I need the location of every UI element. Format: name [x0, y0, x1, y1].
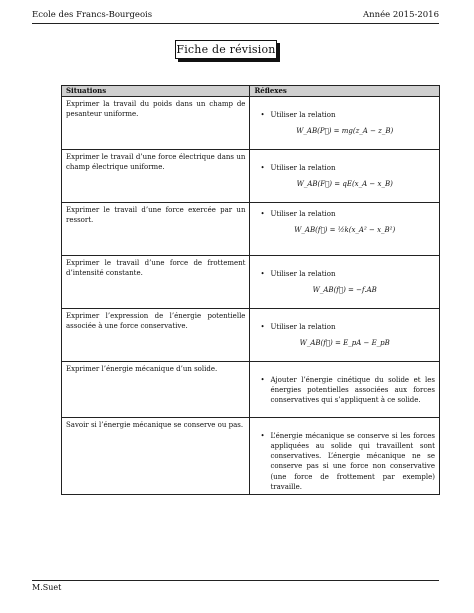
- formula: W_AB(F⃗) = qE(x_A − x_B): [296, 180, 393, 189]
- formula: W_AB(f⃗) = ½k(x_A² − x_B²): [294, 226, 396, 235]
- column-header-situations: Situations: [62, 86, 250, 97]
- page-header: [32, 10, 439, 24]
- bullet-icon: •: [260, 210, 265, 218]
- table-row: [62, 362, 440, 418]
- reflex-item: [254, 163, 435, 173]
- reflex-text: Ajouter l’énergie cinétique du solide et les énergies potentielles associées aux forces conservatives qui s’appliquent à ce solide.: [270, 376, 435, 405]
- reflex-cell: [250, 256, 440, 309]
- reflex-item: [254, 209, 435, 219]
- reflex-item: [254, 322, 435, 332]
- reflex-cell: [250, 362, 440, 418]
- bullet-icon: •: [260, 164, 265, 172]
- school-name: Ecole des Francs-Bourgeois: [32, 10, 153, 20]
- reflex-cell: [250, 203, 440, 256]
- formula: W_AB(P⃗) = mg(z_A − z_B): [296, 127, 394, 136]
- bullet-icon: •: [260, 376, 265, 384]
- formula: W_AB(f⃗) = −f.AB: [312, 286, 377, 295]
- footer-rule: [32, 580, 439, 581]
- reflex-cell: [250, 309, 440, 362]
- reflex-text: Utiliser la relation: [270, 323, 336, 331]
- situation-cell: Exprimer le travail d’une force électrique dans un champ électrique uniforme.: [62, 150, 250, 203]
- situation-cell: Exprimer la travail du poids dans un champ de pesanteur uniforme.: [62, 97, 250, 150]
- bullet-icon: •: [260, 323, 265, 331]
- reflex-text: Utiliser la relation: [270, 270, 336, 278]
- title-box: [175, 40, 277, 59]
- bullet-icon: •: [260, 111, 265, 119]
- bullet-icon: •: [260, 432, 265, 440]
- table-row: [62, 150, 440, 203]
- reflex-item: [254, 431, 435, 492]
- table-row: [62, 256, 440, 309]
- footer-author: M.Suet: [32, 583, 62, 592]
- situation-cell: Exprimer l’énergie mécanique d’un solide.: [62, 362, 250, 418]
- formula: W_AB(f⃗) = E_pA − E_pB: [299, 339, 390, 348]
- reflex-item: [254, 110, 435, 120]
- reflex-text: Utiliser la relation: [270, 111, 336, 119]
- header-rule: [32, 23, 439, 24]
- reflex-cell: [250, 418, 440, 495]
- bullet-icon: •: [260, 270, 265, 278]
- school-year: Année 2015-2016: [363, 10, 439, 20]
- reflex-item: [254, 375, 435, 405]
- reflex-item: [254, 269, 435, 279]
- column-header-reflexes: Réflexes: [250, 86, 440, 97]
- situation-cell: Exprimer le travail d’une force de frottement d’intensité constante.: [62, 256, 250, 309]
- situation-cell: Exprimer l’expression de l’énergie potentielle associée à une force conservative.: [62, 309, 250, 362]
- reflex-text: Utiliser la relation: [270, 210, 336, 218]
- table-row: [62, 97, 440, 150]
- situation-cell: Exprimer le travail d’une force exercée par un ressort.: [62, 203, 250, 256]
- table-row: [62, 309, 440, 362]
- revision-table: [61, 85, 440, 495]
- situation-cell: Savoir si l’énergie mécanique se conserve ou pas.: [62, 418, 250, 495]
- reflex-text: L’énergie mécanique se conserve si les forces appliquées au solide qui travaillent sont conservatives. L’énergie mécanique ne se conserve pas si une force non conservative (une force de frottement par exemple) travaille.: [270, 432, 435, 491]
- table-row: [62, 203, 440, 256]
- page-title: Fiche de révision: [176, 43, 276, 56]
- reflex-text: Utiliser la relation: [270, 164, 336, 172]
- table-row: [62, 418, 440, 495]
- reflex-cell: [250, 150, 440, 203]
- table-header-row: [62, 86, 440, 97]
- reflex-cell: [250, 97, 440, 150]
